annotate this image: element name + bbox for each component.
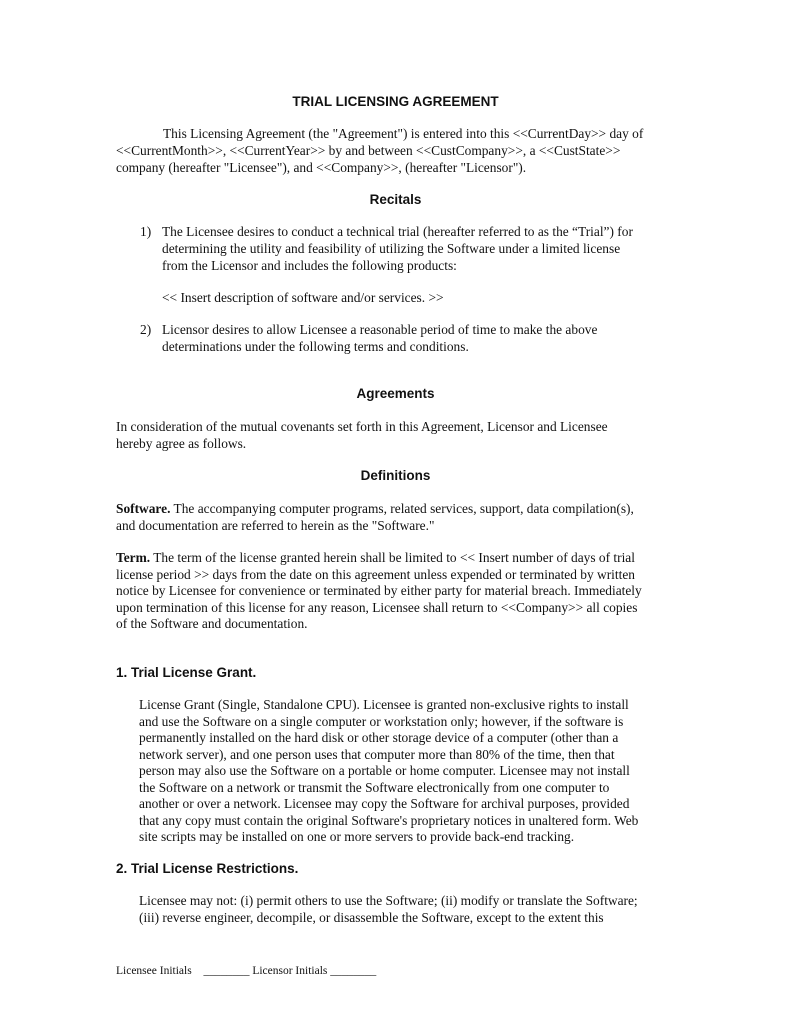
section-2-heading: 2. Trial License Restrictions.: [116, 861, 299, 876]
recital-1-line-3: from the Licensor and includes the following products:: [162, 258, 457, 273]
licensor-initials-blank[interactable]: ________: [330, 965, 377, 977]
recitals-heading: Recitals: [369, 192, 422, 207]
licensor-initials-label: Licensor Initials: [252, 965, 328, 977]
definitions-heading: Definitions: [360, 468, 431, 483]
section-1-line-9: site scripts may be installed on one or more servers to provide back-end tracking.: [139, 829, 575, 844]
section-1-line-7: another or over a network. Licensee may copy the Software for archival purposes, provided: [139, 796, 630, 811]
section-1-line-4: network server), and one person uses that computer more than 80% of the time, then that: [139, 747, 615, 762]
recital-2-number: 2): [140, 322, 152, 337]
section-1-line-2: and use the Software on a single computer or workstation only; however, if the software is: [139, 714, 624, 729]
term-definition-line-1: [116, 550, 635, 566]
term-definition-line-4: upon termination of this license for any reason, Licensee shall return to <<Company>> all copies: [116, 600, 638, 615]
software-definition-line-2: and documentation are referred to herein as the "Software.": [116, 518, 435, 533]
software-definition-text: The accompanying computer programs, related services, support, data compilation(s),: [170, 501, 634, 516]
section-1-line-6: the Software on a network or transmit the Software electronically from one computer to: [139, 780, 610, 795]
licensee-initials-blank[interactable]: ________: [203, 965, 250, 977]
software-term: Software.: [116, 501, 171, 516]
term-definition-line-5: of the Software and documentation.: [116, 616, 308, 631]
agreements-line-2: hereby agree as follows.: [116, 436, 247, 451]
licensee-initials-label: Licensee Initials: [116, 965, 192, 977]
term-term: Term.: [116, 550, 151, 565]
document-title: TRIAL LICENSING AGREEMENT: [292, 94, 499, 109]
section-1-line-1: License Grant (Single, Standalone CPU). Licensee is granted non-exclusive rights to install: [139, 697, 629, 712]
recital-1-line-2: determining the utility and feasibility of utilizing the Software under a limited license: [162, 241, 621, 256]
term-definition-line-3: notice by Licensee for convenience or terminated by either party for material breach. Immediately: [116, 583, 642, 598]
recital-2-line-1: Licensor desires to allow Licensee a reasonable period of time to make the above: [162, 322, 598, 337]
section-2-line-1: Licensee may not: (i) permit others to use the Software; (ii) modify or translate the Software;: [139, 893, 638, 908]
section-1-line-3: permanently installed on the hard disk or other storage device of a computer (other than a: [139, 730, 619, 745]
recital-1-number: 1): [140, 224, 152, 239]
term-definition-line-2: license period >> days from the date on this agreement unless expended or terminated by written: [116, 567, 635, 582]
recital-1-line-1: The Licensee desires to conduct a technical trial (hereafter referred to as the “Trial”) for: [162, 224, 633, 239]
agreements-line-1: In consideration of the mutual covenants set forth in this Agreement, Licensor and Licensee: [116, 419, 608, 434]
intro-line-3: company (hereafter "Licensee"), and <<Company>>, (hereafter "Licensor").: [116, 160, 527, 175]
section-1-line-8: that any copy must contain the original Software's proprietary notices in unaltered form. Web: [139, 813, 639, 828]
term-definition-text: The term of the license granted herein shall be limited to << Insert number of days of trial: [150, 550, 635, 565]
footer-initials: [116, 965, 376, 977]
software-definition-line-1: [116, 501, 634, 517]
section-1-heading: 1. Trial License Grant.: [116, 665, 257, 680]
intro-line-1: This Licensing Agreement (the "Agreement") is entered into this <<CurrentDay>> day of: [163, 126, 644, 141]
products-placeholder: << Insert description of software and/or services. >>: [162, 290, 444, 305]
agreements-heading: Agreements: [356, 386, 435, 401]
section-2-line-2: (iii) reverse engineer, decompile, or disassemble the Software, except to the extent this: [139, 910, 604, 925]
section-1-line-5: person may also use the Software on a portable or home computer. Licensee may not install: [139, 763, 630, 778]
recital-2-line-2: determinations under the following terms and conditions.: [162, 339, 469, 354]
intro-line-2: <<CurrentMonth>>, <<CurrentYear>> by and between <<CustCompany>>, a <<CustState>>: [116, 143, 621, 158]
